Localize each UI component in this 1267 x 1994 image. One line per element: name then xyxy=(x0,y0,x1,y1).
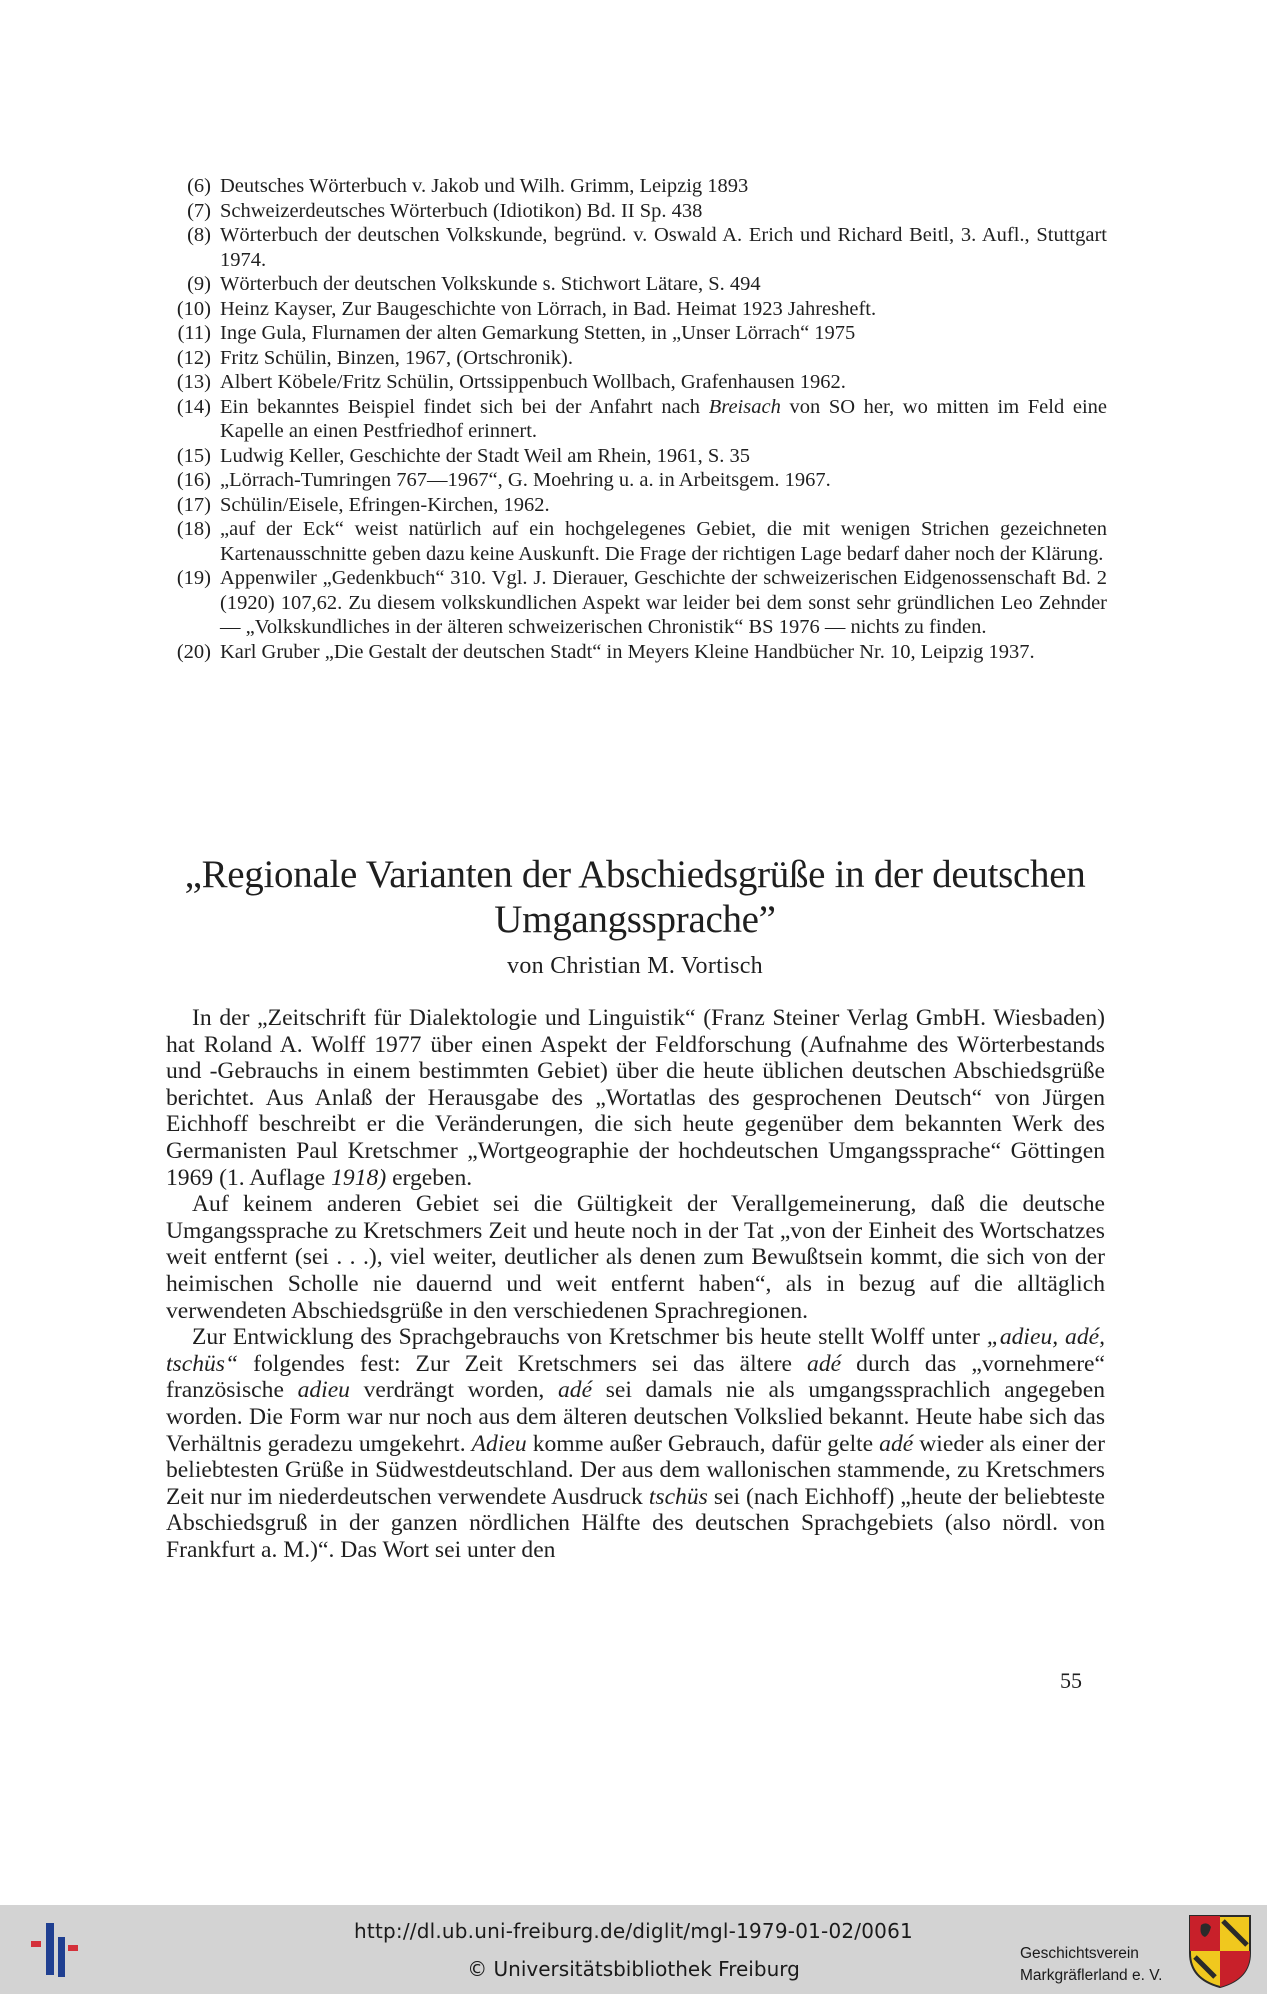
footnote-text: „auf der Eck“ weist natürlich auf ein hochgelegenes Gebiet, die mit wenigen Strichen gezeichneten Kartenausschnitte geben dazu keine Auskunft. Die Frage der richtigen Lage bedarf daher noch der Klärung. xyxy=(220,518,1107,565)
body-text: komme außer Gebrauch, dafür gelte xyxy=(526,1430,880,1457)
article-title-line: Umgangssprache” xyxy=(494,898,776,941)
society-name xyxy=(1020,1943,1162,1987)
footnote-text: Wörterbuch der deutschen Volkskunde s. Stichwort Lätare, S. 494 xyxy=(220,273,761,295)
article-title-line: „Regionale Varianten der Abschiedsgrüße in der deutschen xyxy=(184,853,1086,896)
body-text: durch das „vornehmere“ französische xyxy=(166,1350,1105,1404)
footnote-item xyxy=(163,370,1107,395)
footer-banner xyxy=(0,1905,1267,1994)
body-italic: tschüs xyxy=(648,1483,708,1510)
body-italic: Adieu xyxy=(471,1430,527,1457)
body-text: verdrängt worden, xyxy=(349,1377,558,1404)
body-paragraph xyxy=(166,1005,1105,1191)
footnote-number: (19) xyxy=(176,567,211,589)
coat-of-arms-icon xyxy=(1187,1913,1253,1989)
footnote-number: (13) xyxy=(176,371,211,393)
footnote-item xyxy=(163,199,1107,224)
body-text: sei (nach Eichhoff) „heute der beliebteste Abschiedsgruß in der ganzen nördlichen Hälfte des deutschen Sprachgebiets (also nördl. von Frankfurt a. M.)“. Das Wort sei unter den xyxy=(166,1483,1106,1563)
body-paragraph: Auf keinem anderen Gebiet sei die Gültigkeit der Verallgemeinerung, daß die deutsche Umgangssprache zu Kretschmers Zeit und heute noch in der Tat „von der Einheit des Wortschatzes weit entfernt (sei . . .), viel weiter, deutlicher als denen zum Bewußtsein kommt, die sich von der heimischen Scholle nie dauernd und weit entfernt haben“, als in bezug auf die alltäglich verwendeten Abschiedsgrüße in den verschiedenen Sprachregionen. xyxy=(166,1191,1105,1324)
footnote-item xyxy=(163,566,1107,640)
body-italic: „adieu, adé, tschüs“ xyxy=(166,1324,1105,1377)
footnote-item xyxy=(163,640,1107,665)
footnote-number: (11) xyxy=(177,322,211,344)
footnote-number: (14) xyxy=(176,395,211,418)
body-italic: adé xyxy=(557,1377,593,1404)
footnote-list xyxy=(163,174,1107,664)
footnote-item xyxy=(163,468,1107,493)
footnote-text: Karl Gruber „Die Gestalt der deutschen Stadt“ in Meyers Kleine Handbücher Nr. 10, Leipzig 1937. xyxy=(220,640,1035,663)
footnote-text: Heinz Kayser, Zur Baugeschichte von Lörrach, in Bad. Heimat 1923 Jahresheft. xyxy=(220,297,877,320)
footnote-number: (16) xyxy=(176,469,211,491)
body-italic: adieu xyxy=(297,1377,350,1404)
body-text: sei damals nie als umgangssprachlich angegeben worden. Die Form war nur noch aus dem älteren deutschen Volkslied bekannt. Heute habe sich das Verhältnis geradezu umgekehrt. xyxy=(166,1377,1105,1457)
footnote-item xyxy=(163,395,1107,444)
footnote-text: „Lörrach-Tumringen 767—1967“, G. Moehring u. a. in Arbeitsgem. 1967. xyxy=(220,469,831,491)
footnote-text: Schülin/Eisele, Efringen-Kirchen, 1962. xyxy=(220,493,550,516)
footnote-item xyxy=(163,444,1107,469)
footnote-number: (10) xyxy=(176,297,211,320)
body-text: folgendes fest: Zur Zeit Kretschmers sei das ältere xyxy=(238,1350,808,1377)
footnote-item xyxy=(163,223,1107,272)
footnote-item xyxy=(163,174,1107,199)
body-text: Zur Entwicklung des Sprachgebrauchs von Kretschmer bis heute stellt Wolff unter xyxy=(192,1324,987,1351)
society-name-line: Geschichtsverein xyxy=(1020,1945,1139,1962)
footnote-number: (20) xyxy=(176,640,211,663)
footnote-item xyxy=(163,346,1107,371)
document-url-link[interactable]: http://dl.ub.uni-freiburg.de/diglit/mgl-1979-01-02/0061 xyxy=(354,1919,913,1943)
article-body xyxy=(166,1005,1105,1563)
copyright-notice: © Universitätsbibliothek Freiburg xyxy=(467,1957,800,1981)
footnote-italic-place: Breisach xyxy=(708,395,781,418)
body-italic: adé xyxy=(879,1430,914,1457)
body-text: ergeben. xyxy=(386,1164,473,1191)
article-author: von Christian M. Vortisch xyxy=(507,953,763,979)
society-name-line: Markgräflerland e. V. xyxy=(1020,1967,1163,1984)
article-title xyxy=(160,852,1110,942)
footnote-item xyxy=(163,517,1107,566)
footnote-number: (15) xyxy=(176,444,211,467)
footnote-text: Schweizerdeutsches Wörterbuch (Idiotikon) Bd. II Sp. 438 xyxy=(220,199,703,222)
body-italic: adé xyxy=(807,1350,842,1377)
body-text: wieder als einer der beliebtesten Grüße in Südwestdeutschland. Der aus dem wallonischen stammende, zu Kretschmers Zeit nur im niederdeutschen verwendete Ausdruck xyxy=(166,1430,1105,1510)
footnote-number: (8) xyxy=(187,224,211,246)
footnote-number: (12) xyxy=(176,346,211,369)
footnote-text xyxy=(220,395,1107,444)
footnote-item xyxy=(163,493,1107,518)
footnote-text: Fritz Schülin, Binzen, 1967, (Ortschronik). xyxy=(220,346,574,369)
footnote-number: (18) xyxy=(176,518,211,540)
footnote-text: Albert Köbele/Fritz Schülin, Ortssippenbuch Wollbach, Grafenhausen 1962. xyxy=(220,371,846,393)
footnote-text: Ludwig Keller, Geschichte der Stadt Weil am Rhein, 1961, S. 35 xyxy=(220,444,751,467)
footnote-text-part: Ein bekanntes Beispiel findet sich bei der Anfahrt nach xyxy=(220,395,709,418)
footnote-text: Appenwiler „Gedenkbuch“ 310. Vgl. J. Dierauer, Geschichte der schweizerischen Eidgenossenschaft Bd. 2 (1920) 107,62. Zu diesem volkskundlichen Aspekt war leider bei dem sonst sehr gründlichen Leo Zehnder — „Volkskundliches in der älteren schweizerischen Chronistik“ BS 1976 — nichts zu finden. xyxy=(220,567,1107,638)
footnote-text: Wörterbuch der deutschen Volkskunde, begründ. v. Oswald A. Erich und Richard Beitl, 3. Aufl., Stuttgart 1974. xyxy=(220,224,1107,271)
body-paragraph xyxy=(166,1324,1105,1563)
body-italic: 1918) xyxy=(331,1164,387,1191)
body-text: In der „Zeitschrift für Dialektologie und Linguistik“ (Franz Steiner Verlag GmbH. Wiesbaden) hat Roland A. Wolff 1977 über einen Aspekt der Feldforschung (Aufnahme des Wörterbestands und -Gebrauchs in einem bestimmten Gebiet) über die heute üblichen deutschen Abschiedsgrüße berichtet. Aus Anlaß der Herausgabe des „Wortatlas des gesprochenen Deutsch“ von Jürgen Eichhoff beschreibt er die Veränderungen, die sich heute gegenüber dem bekannten Werk des Germanisten Paul Kretschmer „Wortgeographie der hochdeutschen Umgangssprache“ Göttingen 1969 (1. Auflage xyxy=(166,1005,1105,1191)
footnote-item xyxy=(163,297,1107,322)
page-number: 55 xyxy=(1060,1668,1082,1693)
footnote-number: (7) xyxy=(187,199,211,222)
footnote-text-part: von SO her, wo mitten im Feld eine Kapelle an einen Pestfriedhof erinnert. xyxy=(220,395,1107,442)
footnote-number: (17) xyxy=(176,493,211,516)
footnote-item xyxy=(163,321,1107,346)
footnote-item xyxy=(163,272,1107,297)
footnote-text: Deutsches Wörterbuch v. Jakob und Wilh. Grimm, Leipzig 1893 xyxy=(220,175,749,197)
footnote-number: (6) xyxy=(187,175,211,197)
footnote-number: (9) xyxy=(187,273,211,295)
footnote-text: Inge Gula, Flurnamen der alten Gemarkung Stetten, in „Unser Lörrach“ 1975 xyxy=(220,322,856,344)
